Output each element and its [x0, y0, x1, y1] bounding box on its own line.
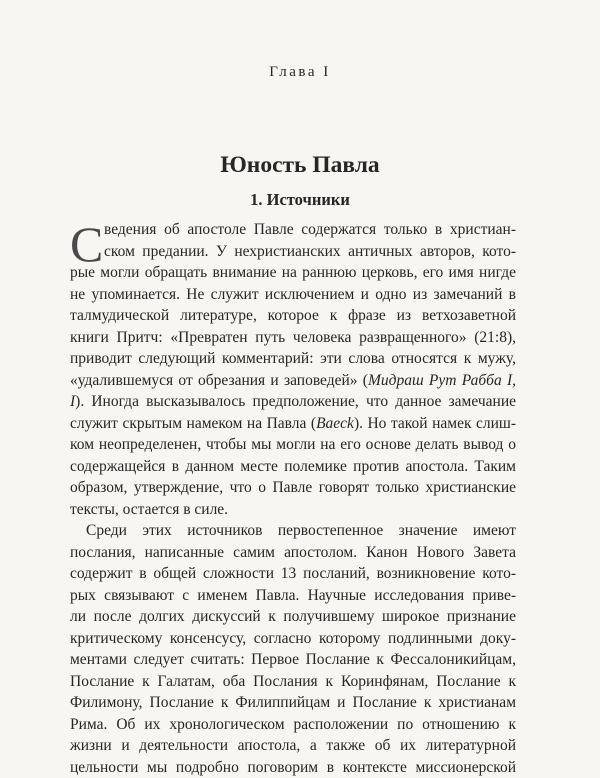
body-text [70, 219, 516, 778]
text-line: послания, написанные самим апостолом. Канон Нового Завета [70, 542, 516, 564]
text-line: образом, утверждение, что о Павле говорят только христианские [70, 477, 516, 499]
text-line: ментами следует считать: Первое Послание к Фессалоникийцам, [70, 649, 516, 671]
text-line [70, 413, 516, 435]
text-line: не упоминается. Не служит исключением и одно из замечаний в [70, 284, 516, 306]
citation-italic: Мидраш Рут Рабба I, [368, 372, 516, 389]
citation-italic: I [70, 393, 75, 410]
text-line: талмудической литературе, которое к фразе из ветхозаветной [70, 305, 516, 327]
drop-cap: С [70, 221, 103, 267]
text-line: ли после долгих дискуссий к получившему широкое признание [70, 606, 516, 628]
text-run: ). Но такой намек слиш- [354, 415, 516, 432]
text-line: цельности мы подробно поговорим в контексте миссионерской [70, 757, 516, 778]
text-line: ведения об апостоле Павле содержатся только в христиан- [70, 219, 516, 241]
text-line: приводит следующий комментарий: эти слова относятся к мужу, [70, 348, 516, 370]
section-heading: 1. Источники [0, 190, 600, 210]
text-line: тексты, остается в силе. [70, 499, 516, 521]
author-italic: Baeck [316, 415, 354, 432]
text-line: Среди этих источников первостепенное значение имеют [70, 520, 516, 542]
text-run: ). Иногда высказывалось предположение, что данное замечание [75, 393, 516, 410]
text-line: содержит в общей сложности 13 посланий, возникновение кото- [70, 563, 516, 585]
text-line: Филимону, Послание к Филиппийцам и Послание к христианам [70, 692, 516, 714]
text-line [70, 370, 516, 392]
text-line: книги Притч: «Превратен путь человека развращенного» (21:8), [70, 327, 516, 349]
text-line: жизни и деятельности апостола, а также об их литературной [70, 735, 516, 757]
text-line: Рима. Об их хронологическом расположении по отношению к [70, 714, 516, 736]
text-run: «удалившемуся от обрезания и заповедей» ( [70, 372, 368, 389]
text-line [70, 391, 516, 413]
text-line: ском предании. У нехристианских античных авторов, кото- [70, 241, 516, 263]
text-line: рые могли обращать внимание на раннюю церковь, его имя нигде [70, 262, 516, 284]
text-line: критическому консенсусу, согласно которому подлинными доку- [70, 628, 516, 650]
text-line: содержащейся в данном месте полемике против апостола. Таким [70, 456, 516, 478]
text-line: Послание к Галатам, оба Послания к Коринфянам, Послание к [70, 671, 516, 693]
text-line: рых связывают с именем Павла. Научные исследования приве- [70, 585, 516, 607]
chapter-title: Юность Павла [0, 152, 600, 179]
text-run: служит скрытым намеком на Павла ( [70, 415, 316, 432]
chapter-label: Глава I [0, 64, 600, 81]
text-line: ком неопределенен, чтобы мы могли на его основе делать вывод о [70, 434, 516, 456]
